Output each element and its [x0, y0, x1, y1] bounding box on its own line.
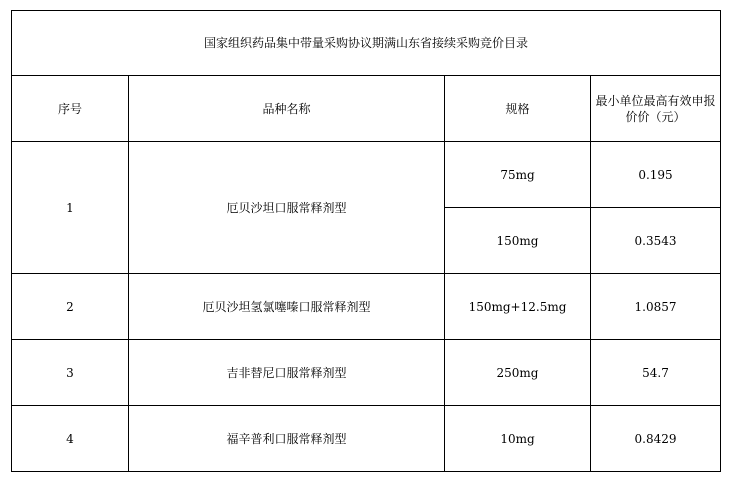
- row-spec: 150mg: [445, 208, 591, 274]
- row-price: 0.3543: [591, 208, 721, 274]
- row-drug-name: 厄贝沙坦口服常释剂型: [129, 142, 445, 274]
- header-seq: 序号: [12, 76, 129, 142]
- row-price: 0.195: [591, 142, 721, 208]
- procurement-catalog-table: [11, 10, 721, 472]
- row-drug-name: 福辛普利口服常释剂型: [129, 406, 445, 472]
- row-spec: 250mg: [445, 340, 591, 406]
- row-drug-name: 吉非替尼口服常释剂型: [129, 340, 445, 406]
- row-drug-name: 厄贝沙坦氢氯噻嗪口服常释剂型: [129, 274, 445, 340]
- row-spec: 10mg: [445, 406, 591, 472]
- title-row: [12, 11, 721, 76]
- row-price: 0.8429: [591, 406, 721, 472]
- table-row: [12, 274, 721, 340]
- table-row: [12, 142, 721, 208]
- table-title: 国家组织药品集中带量采购协议期满山东省接续采购竞价目录: [12, 11, 721, 76]
- row-price: 1.0857: [591, 274, 721, 340]
- row-price: 54.7: [591, 340, 721, 406]
- header-price: 最小单位最高有效申报价价（元）: [591, 76, 721, 142]
- table-row: [12, 340, 721, 406]
- row-spec: 75mg: [445, 142, 591, 208]
- row-seq: 2: [12, 274, 129, 340]
- header-spec: 规格: [445, 76, 591, 142]
- header-name: 品种名称: [129, 76, 445, 142]
- row-seq: 1: [12, 142, 129, 274]
- row-seq: 4: [12, 406, 129, 472]
- table-row: [12, 406, 721, 472]
- header-row: [12, 76, 721, 142]
- row-spec: 150mg+12.5mg: [445, 274, 591, 340]
- row-seq: 3: [12, 340, 129, 406]
